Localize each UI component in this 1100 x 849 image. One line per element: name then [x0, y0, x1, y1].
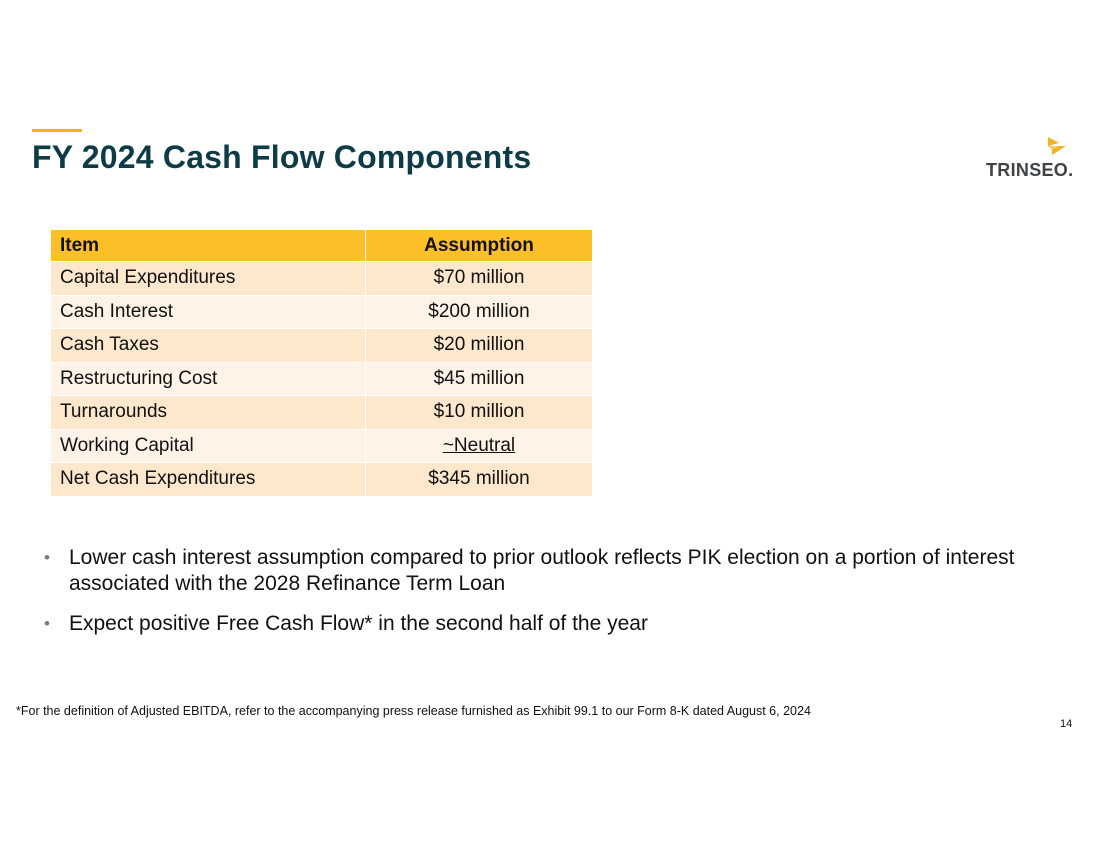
table-header-row [51, 230, 593, 262]
row-assumption: $10 million [366, 396, 593, 430]
row-assumption: $45 million [366, 362, 593, 396]
row-item: Net Cash Expenditures [51, 463, 366, 497]
table-row [51, 295, 593, 329]
table-row [51, 429, 593, 463]
row-assumption: $20 million [366, 329, 593, 363]
note-text: Lower cash interest assumption compared to prior outlook reflects PIK election on a portion of interest associated with the 2028 Refinance Term Loan [69, 546, 1015, 595]
header-assumption: Assumption [366, 230, 593, 262]
table-row [51, 362, 593, 396]
bullet-icon: • [44, 614, 50, 633]
row-assumption: $70 million [366, 262, 593, 296]
bullet-icon: • [44, 548, 50, 567]
row-assumption: $345 million [366, 463, 593, 497]
trinseo-logo [984, 136, 1076, 182]
row-assumption: $200 million [366, 295, 593, 329]
page-number: 14 [1060, 718, 1073, 730]
notes-list [44, 545, 1054, 651]
row-item: Working Capital [51, 429, 366, 463]
row-item: Capital Expenditures [51, 262, 366, 296]
footnote: *For the definition of Adjusted EBITDA, refer to the accompanying press release furnished as Exhibit 99.1 to our Form 8-K dated August 6, 2024 [16, 704, 811, 718]
row-item: Cash Interest [51, 295, 366, 329]
note-text: Expect positive Free Cash Flow* in the second half of the year [69, 612, 648, 635]
row-item: Restructuring Cost [51, 362, 366, 396]
page-title: FY 2024 Cash Flow Components [32, 139, 532, 175]
row-item: Cash Taxes [51, 329, 366, 363]
table-row [51, 262, 593, 296]
list-item [44, 545, 1054, 597]
title-accent-bar [32, 129, 82, 132]
table-row [51, 396, 593, 430]
table-row [51, 463, 593, 497]
list-item [44, 611, 1054, 637]
logo-mark-icon [1046, 136, 1068, 156]
cash-flow-table [50, 229, 593, 497]
logo-text: TRINSEO. [986, 160, 1074, 180]
row-item: Turnarounds [51, 396, 366, 430]
row-assumption [366, 429, 593, 463]
table-row [51, 329, 593, 363]
header-item: Item [51, 230, 366, 262]
neutral-value: ~Neutral [442, 434, 516, 456]
